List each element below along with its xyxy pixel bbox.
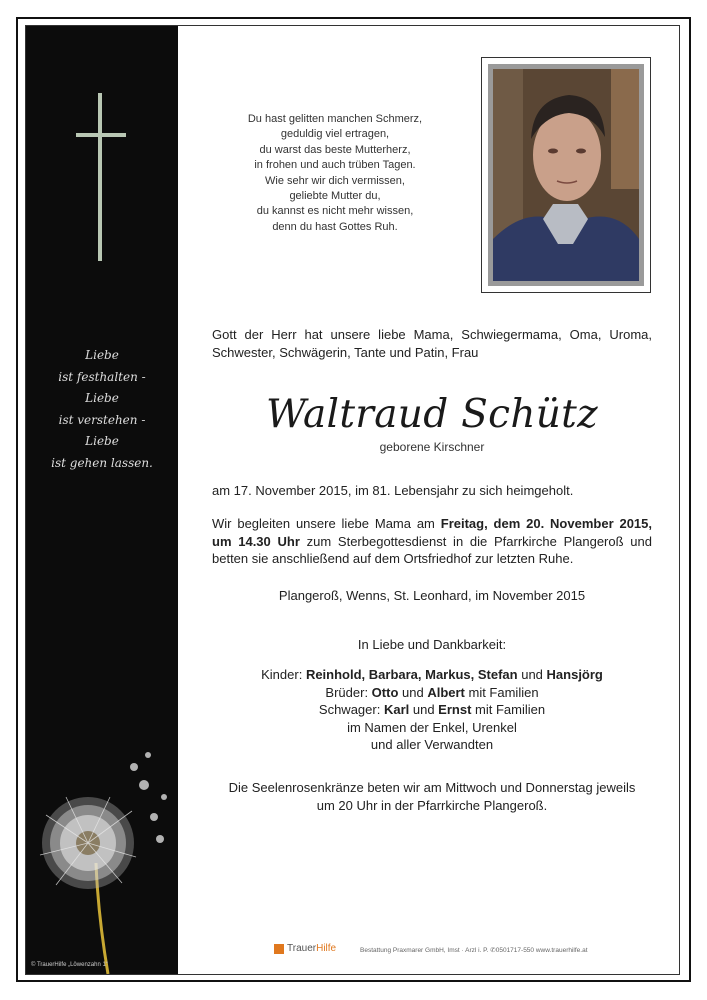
deceased-name: Waltraud Schütz xyxy=(266,392,598,437)
children-label: Kinder: xyxy=(261,667,306,682)
poem-line: ist festhalten - xyxy=(58,369,146,384)
funeral-post: zum Sterbegottesdienst in die Pfarrkirche Plangeroß und betten sie anschließend auf dem Ortsfriedhof zur letzten Ruhe. xyxy=(212,533,652,566)
side-poem xyxy=(26,345,178,474)
brand-logo-icon xyxy=(274,944,284,954)
verse-line: Wie sehr wir dich vermissen, xyxy=(265,174,405,187)
verse-line: geduldig viel ertragen, xyxy=(280,128,390,141)
family-line: im Namen der Enkel, Urenkel xyxy=(347,719,517,735)
children-line xyxy=(212,666,652,684)
funeral-date: Freitag, dem 20. November 2015, um 14.30 Uhr xyxy=(212,516,653,549)
inlaw-line xyxy=(212,701,652,719)
conjunction: und xyxy=(398,684,428,700)
verse-line: denn du hast Gottes Ruh. xyxy=(272,220,398,233)
inlaw-name: Karl xyxy=(383,702,410,717)
inlaw-name: Ernst xyxy=(438,702,472,717)
verse-line: du warst das beste Mutterherz, xyxy=(259,143,411,156)
brand-name xyxy=(287,943,336,954)
maiden-name: geborene Kirschner xyxy=(379,440,485,454)
poem-line: Liebe xyxy=(85,434,119,448)
children-last: Hansjörg xyxy=(546,667,603,682)
brother-name: Albert xyxy=(427,684,465,700)
brothers-line xyxy=(212,684,652,702)
brothers-tail: mit Familien xyxy=(464,684,539,700)
closing-line: In Liebe und Dankbarkeit: xyxy=(357,637,507,652)
conjunction: und xyxy=(517,667,547,682)
verse-line: du kannst es nicht mehr wissen, xyxy=(256,205,414,218)
sidebar xyxy=(26,26,178,974)
copyright-note: © TrauerHilfe „Löwenzahn 1“ xyxy=(31,962,108,968)
family-line: und aller Verwandten xyxy=(370,737,494,752)
poem-line: Liebe xyxy=(85,348,119,362)
poem-line: Liebe xyxy=(85,391,119,405)
portrait-photo xyxy=(493,69,639,281)
verse-line: in frohen und auch trüben Tagen. xyxy=(254,159,416,172)
conjunction: und xyxy=(409,702,439,717)
funeral-pre: Wir begleiten unsere liebe Mama am xyxy=(212,516,441,531)
brand-part-accent: Hilfe xyxy=(316,943,337,954)
rosary-line: um 20 Uhr in der Pfarrkirche Plangeroß. xyxy=(316,797,548,813)
cross-icon-bar xyxy=(76,133,126,137)
poem-line: ist verstehen - xyxy=(58,412,146,427)
funeral-text xyxy=(212,515,652,568)
verse xyxy=(205,112,465,235)
death-notice: am 17. November 2015, im 81. Lebensjahr zu sich heimgeholt. xyxy=(212,483,574,498)
footer-contact: Bestattung Praxmarer GmbH, Imst · Arzl i. P. ✆0501717-550 www.trauerhilfe.at xyxy=(360,947,588,954)
verse-line: geliebte Mutter du, xyxy=(289,190,381,203)
dandelion-image xyxy=(26,745,178,974)
intro-text: Gott der Herr hat unsere liebe Mama, Schwiegermama, Oma, Uroma, Schwester, Schwägerin, Tante und Patin, Frau xyxy=(212,327,652,360)
rosary-line: Die Seelenrosenkränze beten wir am Mittwoch und Donnerstag jeweils xyxy=(228,780,636,795)
footer xyxy=(274,945,654,957)
family-list xyxy=(212,666,652,754)
inlaw-label: Schwager: xyxy=(318,702,384,717)
brand-part: Trauer xyxy=(287,943,317,954)
rosary-notice xyxy=(212,779,652,814)
cross-icon xyxy=(98,93,102,261)
brother-name: Otto xyxy=(371,684,399,700)
poem-line: ist gehen lassen. xyxy=(51,455,153,470)
inlaw-tail: mit Familien xyxy=(471,702,546,717)
children-names: Reinhold, Barbara, Markus, Stefan xyxy=(305,667,518,682)
verse-line: Du hast gelitten manchen Schmerz, xyxy=(247,113,423,125)
place-date: Plangeroß, Wenns, St. Leonhard, im November 2015 xyxy=(278,588,586,603)
brothers-label: Brüder: xyxy=(325,684,372,700)
